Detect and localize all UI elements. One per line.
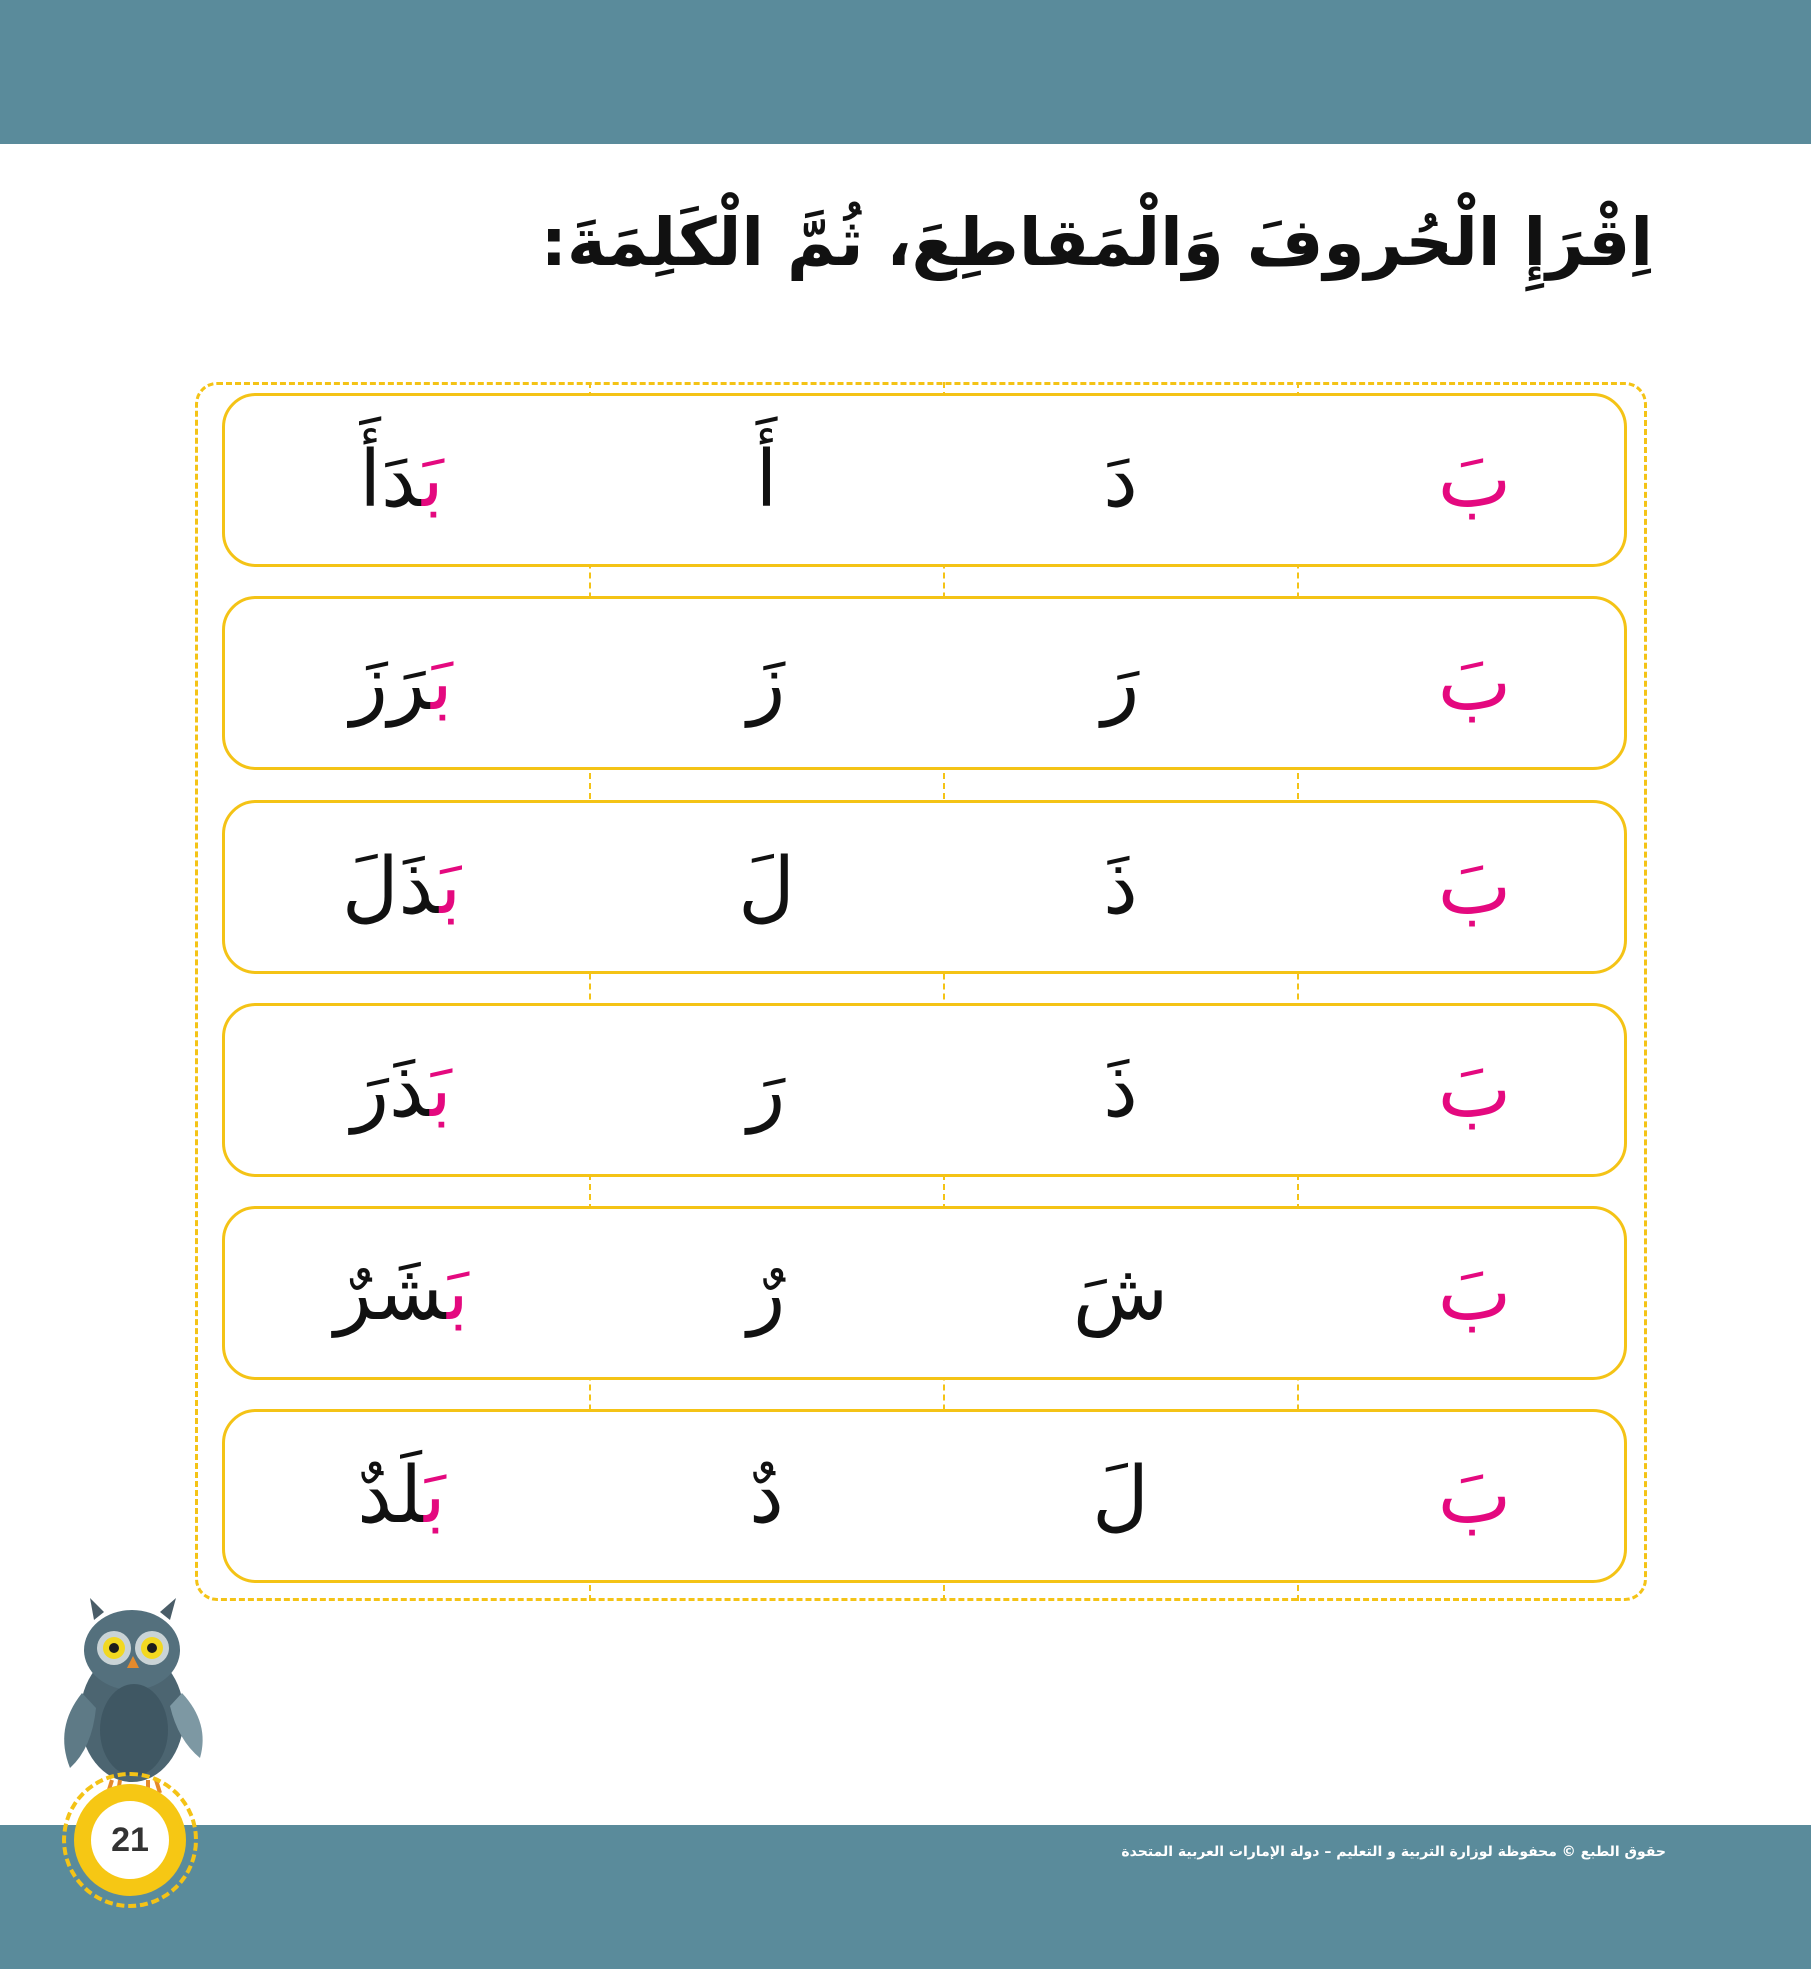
word-highlight: ب — [431, 638, 453, 728]
syllable-cell: ذَ — [1103, 842, 1138, 932]
syllable-cell: زَ — [747, 638, 786, 728]
word-cell — [225, 1409, 578, 1583]
syllable-cell: رَ — [747, 1045, 786, 1135]
instruction-heading: اِقْرَإِ الْحُروفَ وَالْمَقاطِعَ، ثُمَّ الْكَلِمَةَ: — [540, 204, 1653, 281]
owl-mascot-icon — [52, 1598, 212, 1793]
word-rest: َدَأَ — [359, 435, 422, 525]
word-rest: َلَدٌ — [357, 1451, 425, 1541]
letter-cell: بَ — [1437, 435, 1512, 525]
letter-cell: بَ — [1437, 1248, 1512, 1338]
syllable-cell: دَ — [1103, 435, 1138, 525]
word-highlight: ب — [446, 1248, 469, 1338]
syllable-cell: ذَ — [1103, 1045, 1138, 1135]
word-rest: َذَلَ — [341, 842, 440, 932]
letter-cell: بَ — [1437, 638, 1512, 728]
word-highlight: ب — [429, 1045, 452, 1135]
syllable-cell: أَ — [755, 435, 778, 525]
top-banner — [0, 0, 1811, 144]
word-highlight: ب — [421, 435, 444, 525]
word-cell — [225, 1003, 578, 1177]
syllable-cell: رٌ — [747, 1248, 786, 1338]
word-cell — [225, 800, 578, 974]
word-rest: َذَرَ — [351, 1045, 430, 1135]
syllable-cell: دٌ — [749, 1451, 784, 1541]
letter-cell: بَ — [1437, 1451, 1512, 1541]
syllable-cell: لَ — [738, 842, 795, 932]
page-number: 21 — [91, 1801, 169, 1879]
word-cell — [225, 596, 578, 770]
word-cell — [225, 393, 578, 567]
syllable-cell: شَ — [1072, 1248, 1169, 1338]
word-rest: َرَزَ — [350, 638, 431, 728]
word-cell — [225, 1206, 578, 1380]
letter-cell: بَ — [1437, 1045, 1512, 1135]
word-rest: َشَرٌ — [334, 1248, 447, 1338]
word-highlight: ب — [439, 842, 462, 932]
syllable-cell: لَ — [1092, 1451, 1149, 1541]
letter-cell: بَ — [1437, 842, 1512, 932]
word-highlight: ب — [424, 1451, 446, 1541]
syllable-cell: رَ — [1101, 638, 1140, 728]
copyright-notice: حقوق الطبع © محفوظة لوزارة التربية و التعليم – دولة الإمارات العربية المتحدة — [1121, 1844, 1666, 1860]
